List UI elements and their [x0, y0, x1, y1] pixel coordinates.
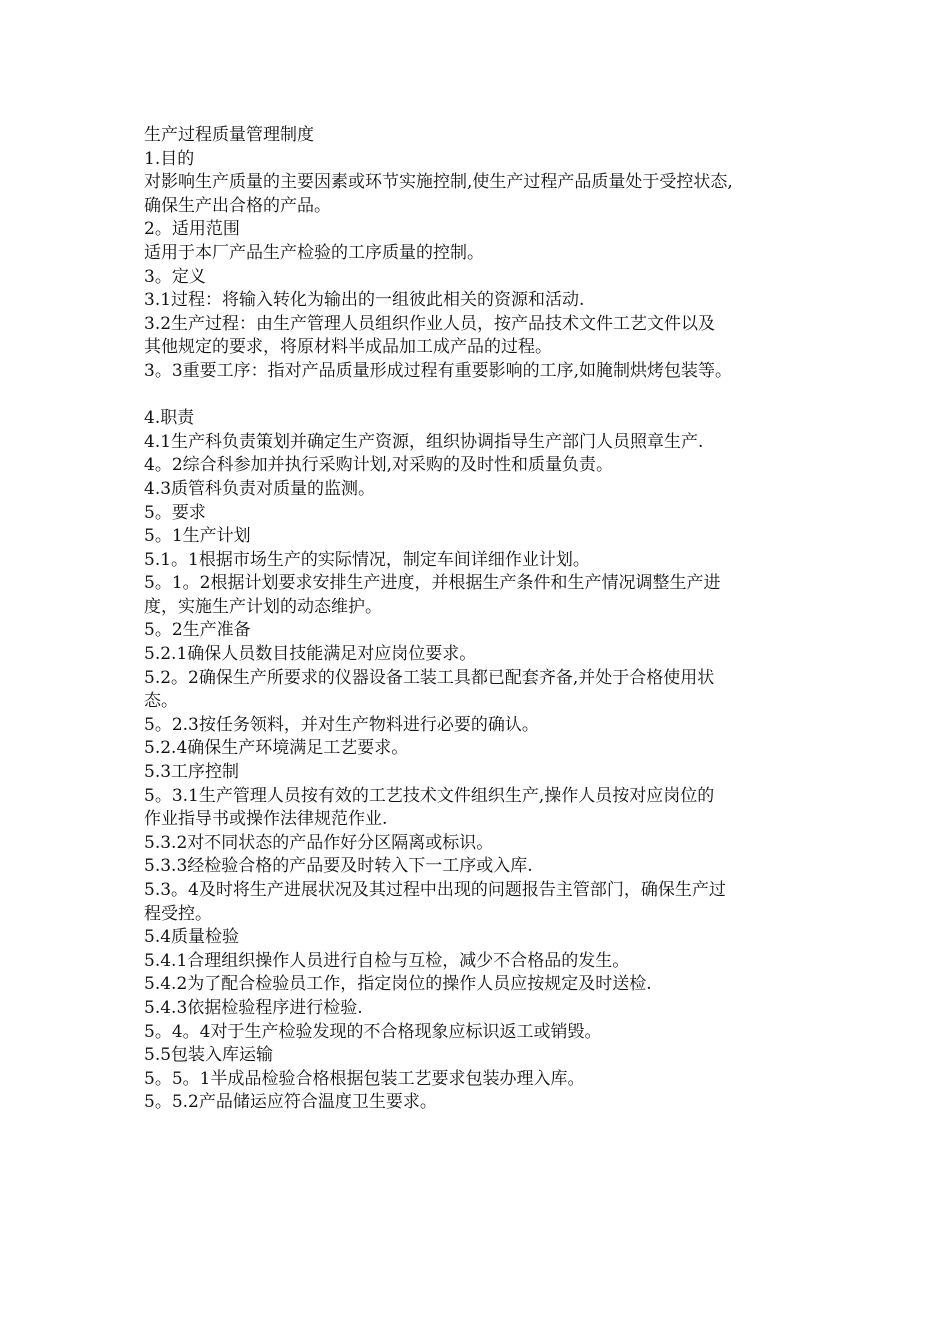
paragraph-line: 确保生产出合格的产品。: [144, 195, 331, 216]
paragraph-line: 5.2。2确保生产所要求的仪器设备工装工具都已配套齐备,并处于合格使用状: [144, 667, 715, 688]
paragraph-line: 度，实施生产计划的动态维护。: [144, 596, 382, 617]
paragraph-line: 5.2.4确保生产环境满足工艺要求。: [144, 738, 409, 759]
paragraph-line: 5.4.2为了配合检验员工作，指定岗位的操作人员应按规定及时送检.: [144, 974, 652, 995]
section-heading: 2。适用范围: [144, 219, 240, 240]
section-heading: 5。要求: [144, 502, 206, 523]
paragraph-line: 5.3.3经检验合格的产品要及时转入下一工序或入库.: [144, 856, 533, 877]
paragraph-line: 5。3.1生产管理人员按有效的工艺技术文件组织生产,操作人员按对应岗位的: [144, 785, 715, 806]
paragraph-line: 5.1。1根据市场生产的实际情况，制定车间详细作业计划。: [144, 549, 590, 570]
paragraph-line: 5.4.3依据检验程序进行检验.: [144, 997, 363, 1018]
section-heading: 4.职责: [144, 408, 195, 429]
section-heading: 3。定义: [144, 266, 206, 287]
paragraph-line: 5.3。4及时将生产进展状况及其过程中出现的问题报告主管部门，确保生产过: [144, 880, 726, 900]
paragraph-line: 作业指导书或操作法律规范作业.: [144, 809, 388, 830]
subsection-heading: 5.4质量检验: [144, 927, 240, 948]
paragraph-line: 4.1生产科负责策划并确定生产资源，组织协调指导生产部门人员照章生产.: [144, 431, 704, 452]
paragraph-line: 对影响生产质量的主要因素或环节实施控制,使生产过程产品质量处于受控状态,: [144, 172, 733, 193]
paragraph-line: 适用于本厂产品生产检验的工序质量的控制。: [144, 242, 484, 263]
subsection-heading: 5.5包装入库运输: [144, 1045, 274, 1066]
paragraph-line: 5.4.1合理组织操作人员进行自检与互检，减少不合格品的发生。: [144, 950, 630, 971]
paragraph-line: 5.2.1确保人员数目技能满足对应岗位要求。: [144, 644, 477, 665]
paragraph-line: 5。1。2根据计划要求安排生产进度，并根据生产条件和生产情况调整生产进: [144, 573, 721, 594]
paragraph-line: 3。3重要工序：指对产品质量形成过程有重要影响的工序,如腌制烘烤包装等。: [144, 360, 733, 381]
subsection-heading: 5.3工序控制: [144, 762, 240, 783]
subsection-heading: 5。2生产准备: [144, 620, 251, 641]
paragraph-line: 程受控。: [144, 903, 212, 924]
paragraph-line: 5.3.2对不同状态的产品作好分区隔离或标识。: [144, 832, 494, 853]
paragraph-line: 5。4。4对于生产检验发现的不合格现象应标识返工或销毁。: [144, 1021, 602, 1042]
paragraph-line: 4。2综合科参加并执行采购计划,对采购的及时性和质量负责。: [144, 455, 614, 476]
paragraph-line: 4.3质管科负责对质量的监测。: [144, 478, 376, 499]
paragraph-line: 5。5.2产品储运应符合温度卫生要求。: [144, 1092, 437, 1113]
paragraph-line: 5。2.3按任务领料，并对生产物料进行必要的确认。: [144, 714, 539, 735]
document-title: 生产过程质量管理制度: [144, 125, 314, 145]
blank-line: [144, 384, 824, 408]
document-body: [144, 124, 824, 1115]
paragraph-line: 3.2生产过程：由生产管理人员组织作业人员，按产品技术文件工艺文件以及: [144, 313, 716, 334]
paragraph-line: 5。5。1半成品检验合格根据包装工艺要求包装办理入库。: [144, 1068, 585, 1089]
section-heading: 1.目的: [144, 148, 195, 169]
paragraph-line: 其他规定的要求，将原材料半成品加工成产品的过程。: [144, 337, 552, 358]
paragraph-line: 态。: [144, 691, 178, 712]
subsection-heading: 5。1生产计划: [144, 526, 251, 547]
paragraph-line: 3.1过程：将输入转化为输出的一组彼此相关的资源和活动.: [144, 290, 585, 311]
